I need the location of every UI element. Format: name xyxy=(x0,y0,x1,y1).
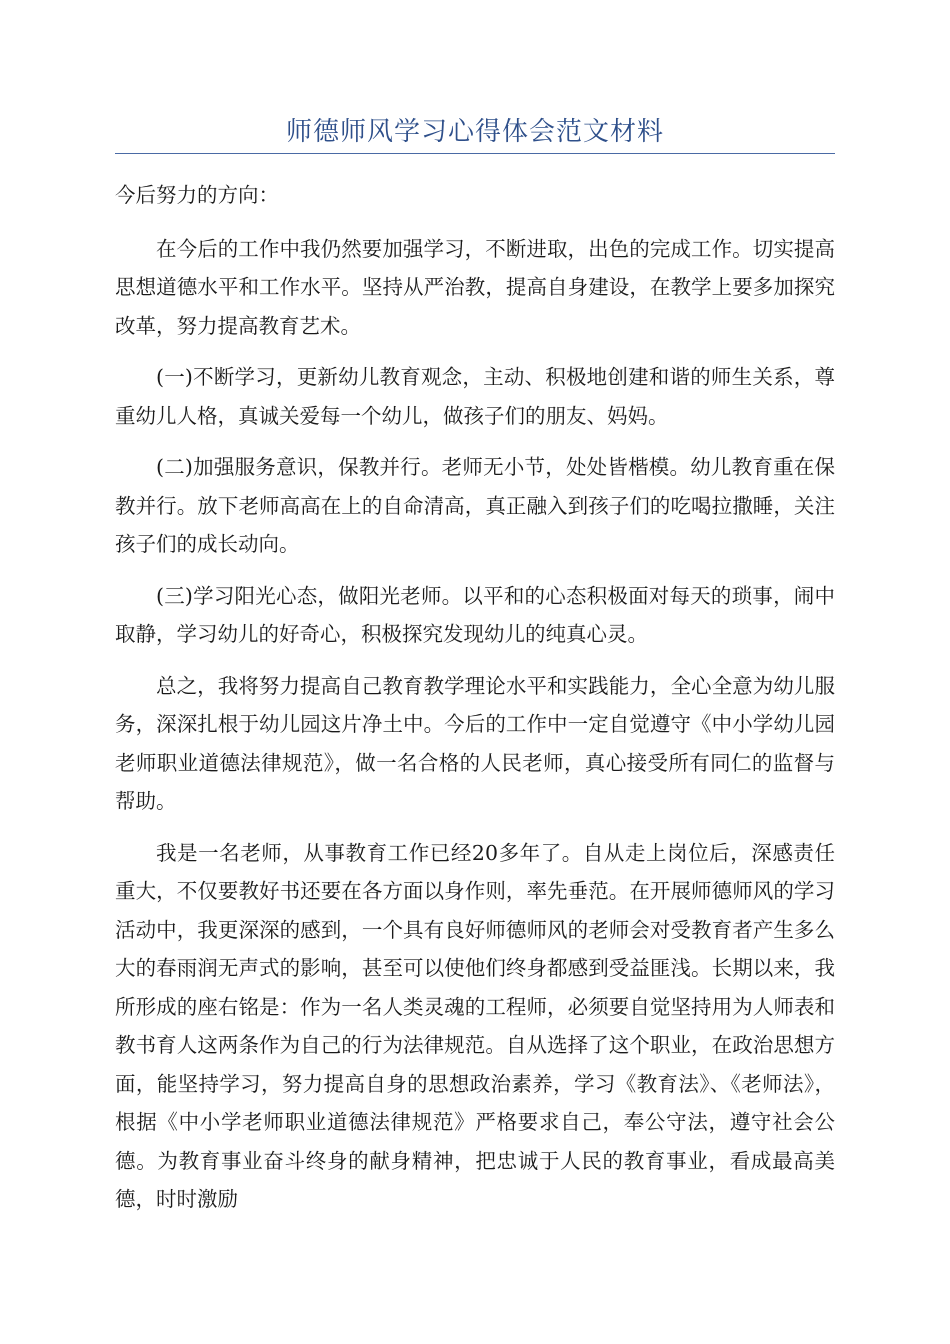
document-title: 师德师风学习心得体会范文材料 xyxy=(285,117,664,147)
paragraph: 在今后的工作中我仍然要加强学习，不断进取，出色的完成工作。切实提高思想道德水平和工作水平。坚持从严治教，提高自身建设，在教学上要多加探究改革，努力提高教育艺术。 xyxy=(115,236,835,338)
paragraph: (一)不断学习，更新幼儿教育观念，主动、积极地创建和谐的师生关系，尊重幼儿人格，真诚关爱每一个幼儿，做孩子们的朋友、妈妈。 xyxy=(115,365,835,428)
paragraph: 我是一名老师，从事教育工作已经20多年了。自从走上岗位后，深感责任重大，不仅要教好书还要在各方面以身作则，率先垂范。在开展师德师风的学习活动中，我更深深的感到，一个具有良好师德师风的老师会对受教育者产生多么大的春雨润无声式的影响，甚至可以使他们终身都感到受益匪浅。长期以来，我所形成的座右铭是：作为一名人类灵魂的工程师，必须要自觉坚持用为人师表和教书育人这两条作为自己的行为法律规范。自从选择了这个职业，在政治思想方面，能坚持学习，努力提高自身的思想政治素养，学习《教育法》、《老师法》，根据《中小学老师职业道德法律规范》严格要求自己，奉公守法，遵守社会公德。为教育事业奋斗终身的献身精神，把忠诚于人民的教育事业，看成最高美德，时时激励 xyxy=(115,840,835,1211)
paragraph: (二)加强服务意识，保教并行。老师无小节，处处皆楷模。幼儿教育重在保教并行。放下老师高高在上的自命清高，真正融入到孩子们的吃喝拉撒睡，关注孩子们的成长动向。 xyxy=(115,455,835,556)
paragraph: 总之，我将努力提高自己教育教学理论水平和实践能力，全心全意为幼儿服务，深深扎根于幼儿园这片净土中。今后的工作中一定自觉遵守《中小学幼儿园老师职业道德法律规范》，做一名合格的人民老师，真心接受所有同仁的监督与帮助。 xyxy=(115,673,835,813)
document-body xyxy=(115,176,835,1232)
title-underline xyxy=(115,153,835,154)
section-heading: 今后努力的方向： xyxy=(115,183,279,207)
paragraph: (三)学习阳光心态，做阳光老师。以平和的心态积极面对每天的琐事，闹中取静，学习幼儿的好奇心，积极探究发现幼儿的纯真心灵。 xyxy=(115,583,835,646)
